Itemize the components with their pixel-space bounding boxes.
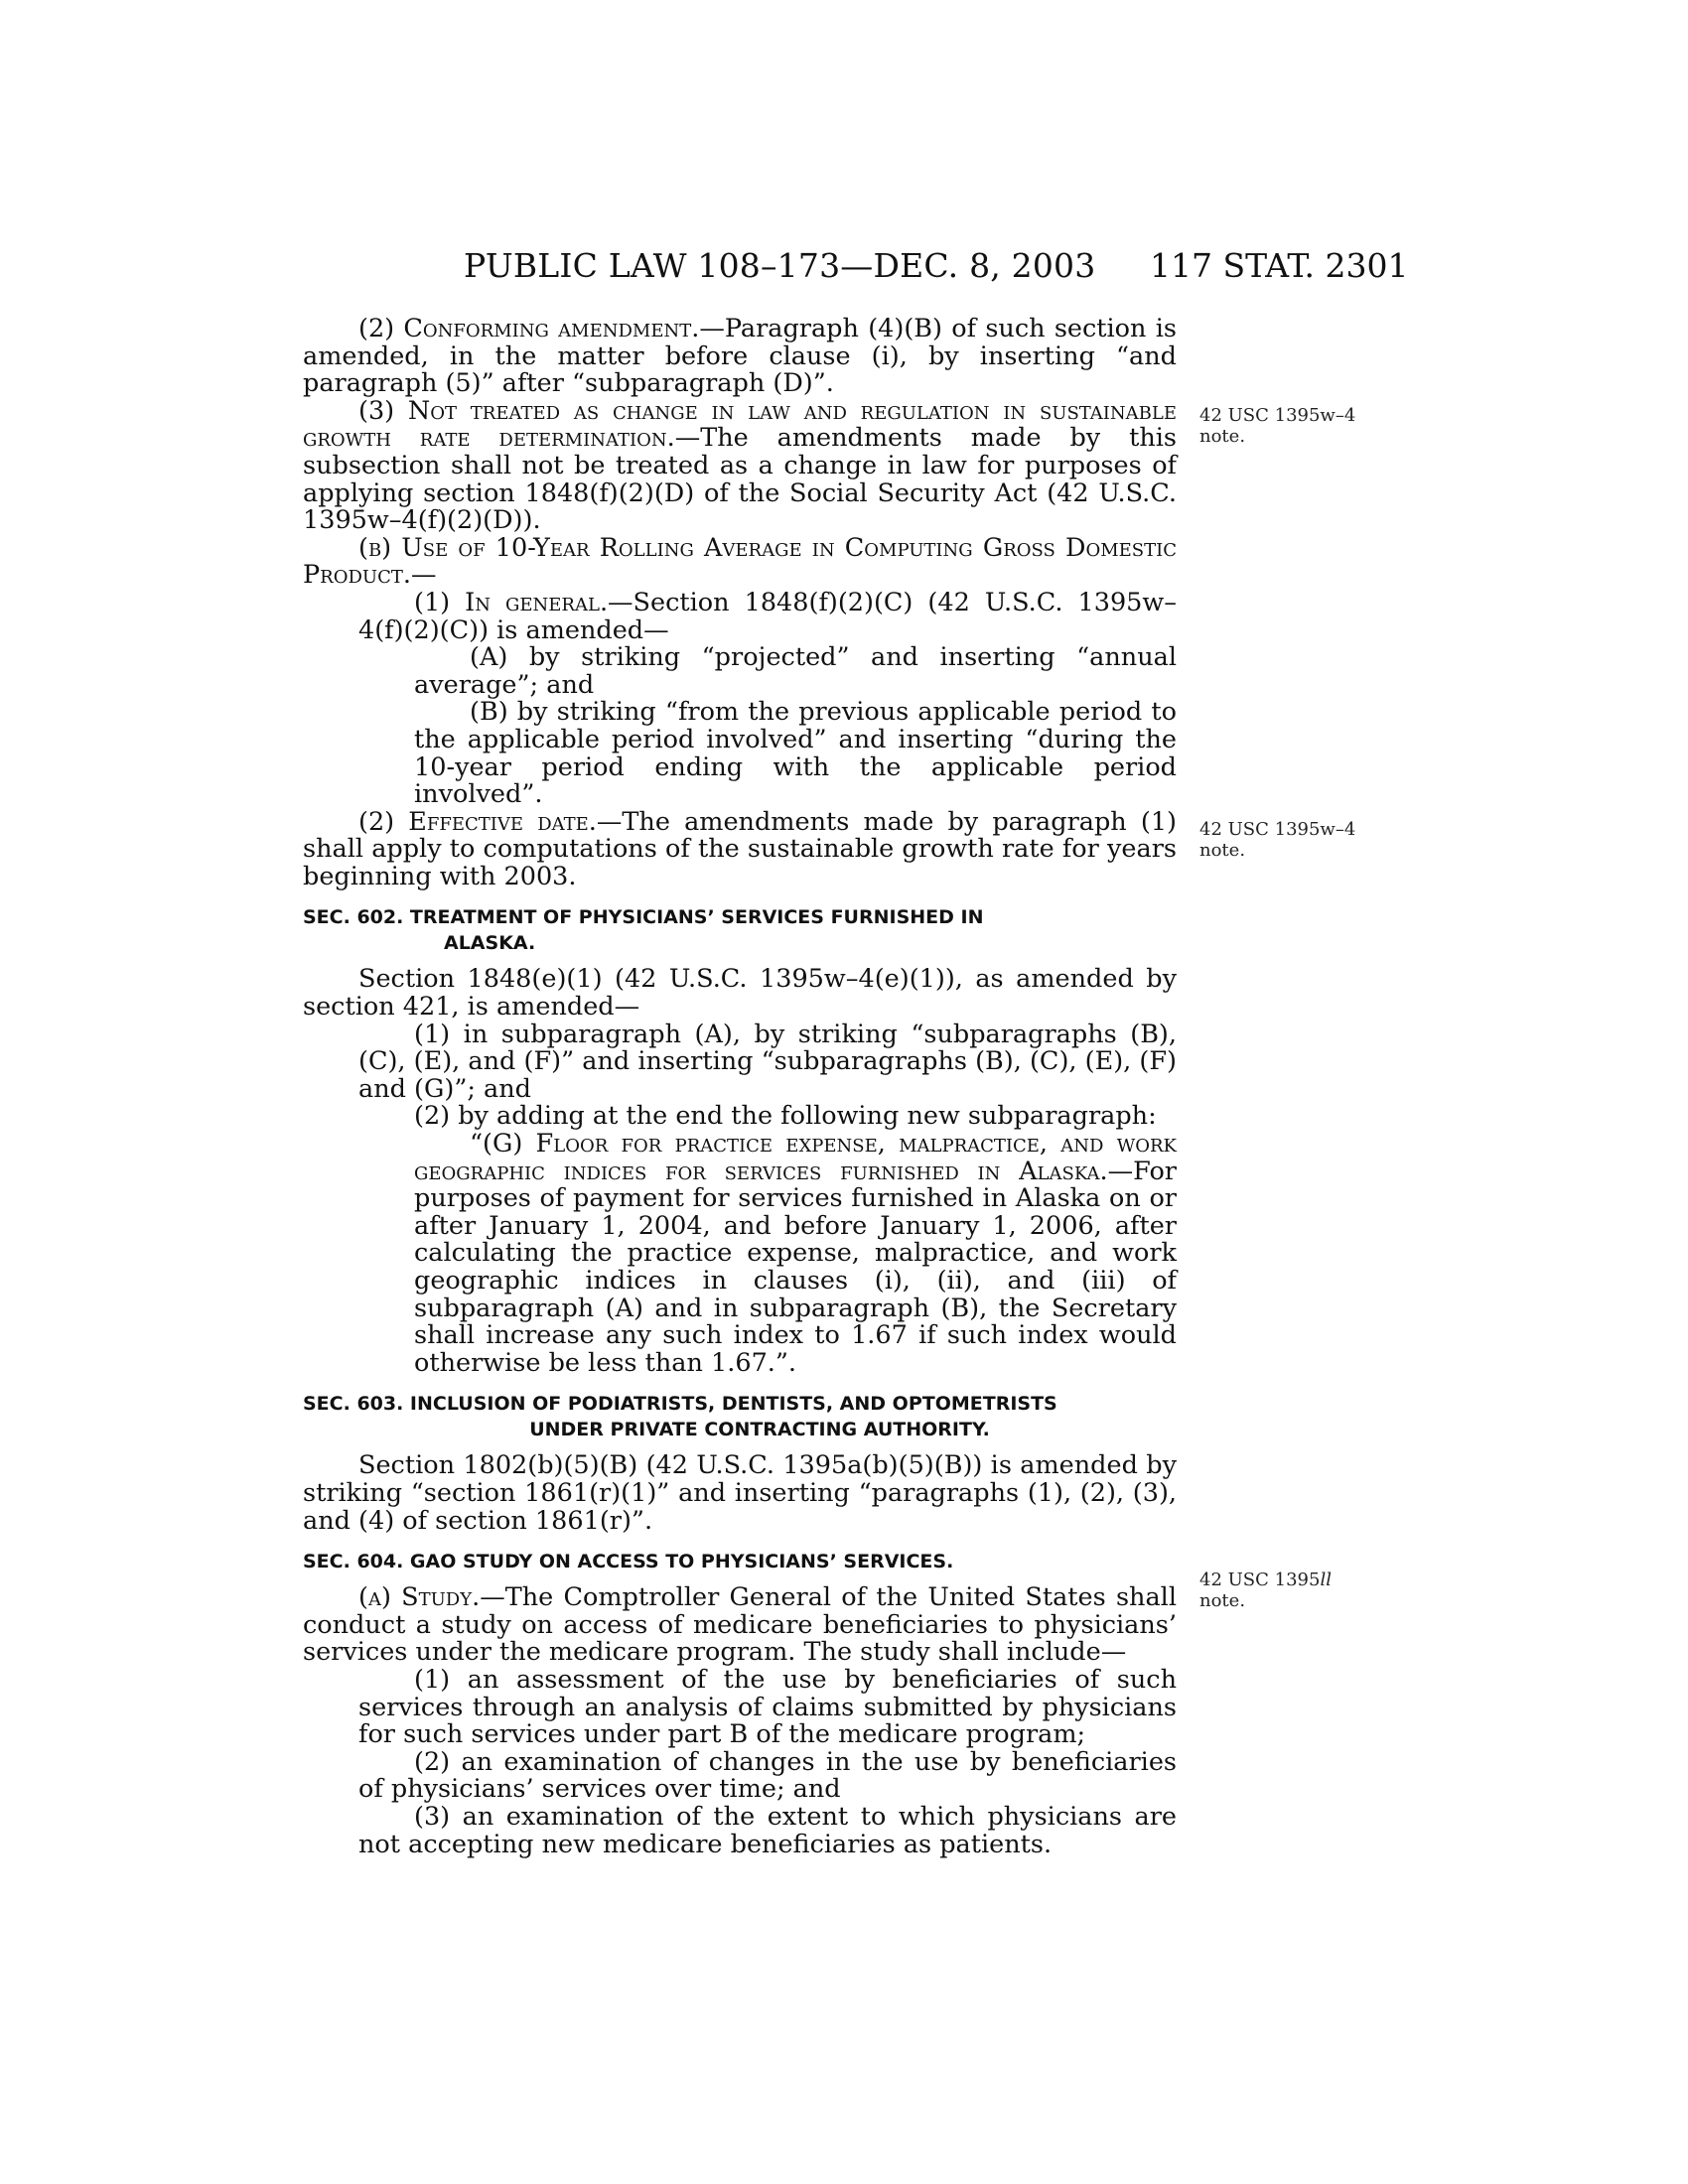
section-604-item-1: (1) an assessment of the use by beneficiaries of such services through an analysis of claims submitted by physicians for such services under part B of the medicare program; xyxy=(358,1664,1177,1750)
section-602-item-1: (1) in subparagraph (A), by striking “subparagraphs (B), (C), (E), and (F)” and inserting “subparagraphs (B), (C), (E), (F) and (G)”; and xyxy=(358,1019,1177,1104)
section-603-text: Section 1802(b)(5)(B) (42 U.S.C. 1395a(b)(5)(B)) is amended by striking “section 1861(r)(1)” and inserting “paragraphs (1), (2), (3), and (4) of section 1861(r)”. xyxy=(303,1450,1177,1536)
section-602-new-subparagraph-g: “(G) Floor for practice expense, malpractice, and work geographic indices for services furnished in Alaska.—For purposes of payment for services furnished in Alaska on or after January 1, 2004, and before January 1, 2006, after calculating the practice expense, malpractice, and work geographic indices in clauses (i), (ii), and (iii) of subparagraph (A) and in subparagraph (B), the Secretary shall increase any such index to 1.67 if such index would otherwise be less than 1.67.”. xyxy=(414,1129,1177,1378)
paragraph-in-general: (1) In general.—Section 1848(f)(2)(C) (42 U.S.C. 1395w–4(f)(2)(C)) is amended— xyxy=(358,587,1177,645)
section-604-item-3: (3) an examination of the extent to which physicians are not accepting new medicare beneficiaries as patients. xyxy=(358,1801,1177,1859)
section-602-intro: Section 1848(e)(1) (42 U.S.C. 1395w–4(e)(1)), as amended by section 421, is amended— xyxy=(303,964,1177,1023)
statute-body xyxy=(303,316,1177,1858)
subparagraph-b: (B) by striking “from the previous applicable period to the applicable period involved” and inserting “during the 10-year period ending with the applicable period involved”. xyxy=(414,697,1177,810)
section-604-study: (a) Study.—The Comptroller General of the United States shall conduct a study on access of medicare beneficiaries to physicians’ services under the medicare program. The study shall include— xyxy=(303,1582,1177,1668)
subparagraph-a: (A) by striking “projected” and inserting “annual average”; and xyxy=(414,642,1177,700)
running-header-left: PUBLIC LAW 108–173—DEC. 8, 2003 xyxy=(464,246,1096,285)
running-header-right: 117 STAT. 2301 xyxy=(1150,246,1409,285)
margin-note-2: 42 USC 1395w–4 note. xyxy=(1199,819,1356,861)
paragraph-effective-date: (2) Effective date.—The amendments made by paragraph (1) shall apply to computations of the sustainable growth rate for years beginning with 2003. xyxy=(303,806,1178,891)
section-604-item-2: (2) an examination of changes in the use by beneficiaries of physicians’ services over time; and xyxy=(358,1746,1177,1805)
section-602-item-2: (2) by adding at the end the following new subparagraph: xyxy=(414,1101,1157,1132)
paragraph-not-treated-as-change: (3) Not treated as change in law and regulation in sustainable growth rate determination.—The amendments made by this subsection shall not be treated as a change in law for purposes of applying section 1848(f)(2)(D) of the Social Security Act (42 U.S.C. 1395w–4(f)(2)(D)). xyxy=(303,395,1177,536)
subsection-b-heading: (b) Use of 10-Year Rolling Average in Computing Gross Domestic Product.— xyxy=(303,532,1177,591)
margin-note-3: 42 USC 1395ll note. xyxy=(1199,1570,1332,1611)
margin-note-1: 42 USC 1395w–4 note. xyxy=(1199,405,1356,447)
paragraph-conforming-amendment: (2) Conforming amendment.—Paragraph (4)(B) of such section is amended, in the matter before clause (i), by inserting “and paragraph (5)” after “subparagraph (D)”. xyxy=(303,314,1177,399)
section-604-heading: SEC. 604. GAO STUDY ON ACCESS TO PHYSICIANS’ SERVICES. xyxy=(303,1551,954,1573)
section-602-heading: SEC. 602. TREATMENT OF PHYSICIANS’ SERVICES FURNISHED IN ALASKA. xyxy=(303,906,984,955)
section-603-heading: SEC. 603. INCLUSION OF PODIATRISTS, DENTISTS, AND OPTOMETRISTS UNDER PRIVATE CONTRACTING AUTHORITY. xyxy=(303,1393,1057,1441)
